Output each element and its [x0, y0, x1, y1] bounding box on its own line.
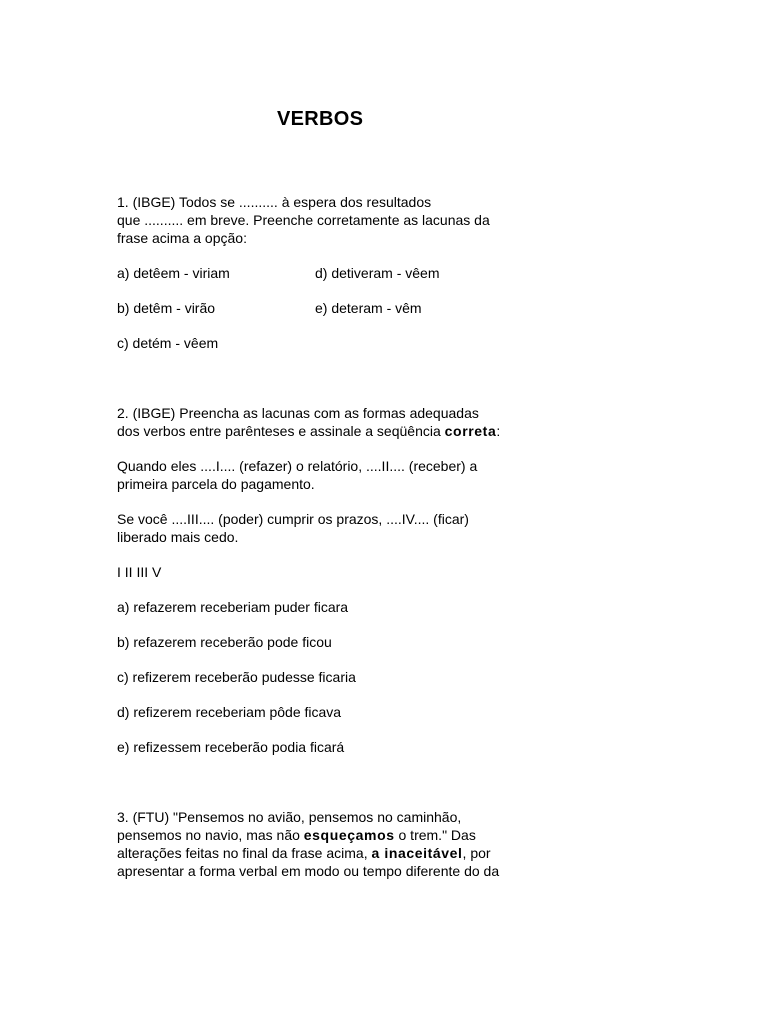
question-1-options-row-1: [117, 264, 537, 282]
question-2-sentence-1-line-2: primeira parcela do pagamento.: [117, 476, 315, 492]
question-2-option-d: d) refizerem receberiam pôde ficava: [117, 704, 342, 720]
document-title: VERBOS: [277, 108, 364, 130]
question-2-sentence-1-line-1: Quando eles ....I.... (refazer) o relatório, ....II.... (receber) a: [117, 458, 478, 474]
question-2-sentence-2: [117, 510, 537, 546]
question-1-line-2: que .......... em breve. Preenche corretamente as lacunas da: [117, 212, 490, 228]
question-1-option-c: c) detém - vêem: [117, 335, 219, 351]
question-2-line-2-text: dos verbos entre parênteses e assinale a seqüência: [117, 423, 445, 439]
question-1-option-e: e) deteram - vêm: [315, 300, 422, 316]
question-1: [117, 193, 537, 352]
document-content: [117, 193, 537, 880]
question-2-line-2-end: :: [496, 423, 501, 439]
question-2-option-c: c) refizerem receberão pudesse ficaria: [117, 669, 356, 685]
question-3-line-2-end: o trem." Das: [394, 827, 476, 843]
question-3: [117, 808, 537, 880]
question-2-option-b: b) refazerem receberão pode ficou: [117, 634, 332, 650]
question-2-line-1: 2. (IBGE) Preencha as lacunas com as formas adequadas: [117, 405, 479, 421]
question-1-option-d: d) detiveram - vêem: [315, 265, 440, 281]
question-2-sentence-1: [117, 457, 537, 493]
question-3-line-3-end: , por: [462, 845, 491, 861]
question-3-line-3: [117, 845, 491, 861]
question-3-line-2: [117, 827, 476, 843]
question-2-option-a: a) refazerem receberiam puder ficara: [117, 599, 349, 615]
question-1-option-a: a) detêem - viriam: [117, 265, 230, 281]
question-2-emphasis: correta: [444, 423, 497, 439]
question-2-option-e: e) refizessem receberão podia ficará: [117, 739, 345, 755]
question-3-line-3-text: alterações feitas no final da frase acima,: [117, 845, 372, 861]
question-1-line-1: 1. (IBGE) Todos se .......... à espera dos resultados: [117, 194, 432, 210]
question-2: [117, 404, 537, 756]
question-1-options-row-3: [117, 334, 537, 352]
question-1-option-b: b) detêm - virão: [117, 300, 216, 316]
question-3-emphasis-verb: esqueçamos: [303, 827, 395, 843]
question-3-line-4: apresentar a forma verbal em modo ou tempo diferente do da: [117, 863, 500, 879]
question-2-column-header: I II III V: [117, 564, 162, 580]
question-2-line-2: [117, 423, 500, 439]
question-3-emphasis-phrase: a inaceitável: [371, 845, 463, 861]
question-1-options-row-2: [117, 299, 537, 317]
question-3-line-1: 3. (FTU) "Pensemos no avião, pensemos no caminhão,: [117, 809, 462, 825]
question-2-sentence-2-line-1: Se você ....III.... (poder) cumprir os prazos, ....IV.... (ficar): [117, 511, 469, 527]
question-2-text: [117, 404, 537, 440]
question-2-sentence-2-line-2: liberado mais cedo.: [117, 529, 239, 545]
question-1-text: [117, 193, 537, 247]
question-1-line-3: frase acima a opção:: [117, 230, 247, 246]
question-3-text: [117, 808, 537, 880]
question-3-line-2-text: pensemos no navio, mas não: [117, 827, 304, 843]
